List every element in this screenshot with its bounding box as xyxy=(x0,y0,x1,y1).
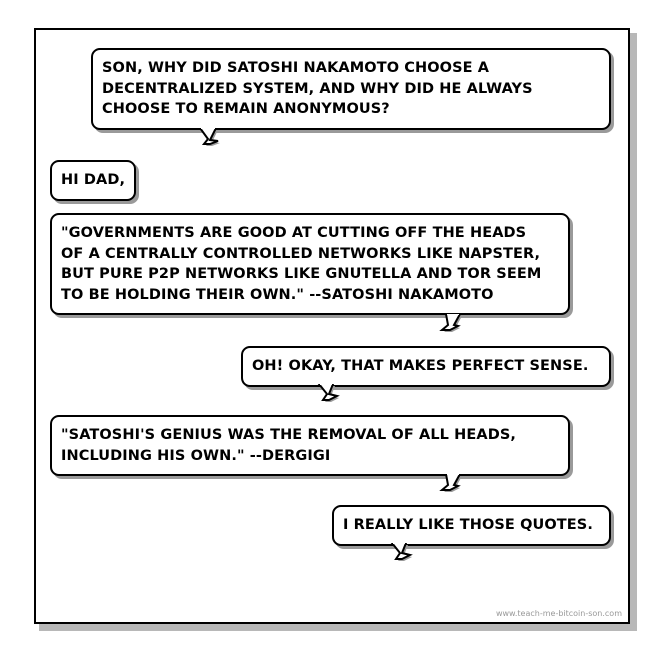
bubble-line: DECENTRALIZED SYSTEM, AND WHY DID HE ALWAYS xyxy=(102,80,533,97)
bubble-line: TO BE HOLDING THEIR OWN." --SATOSHI NAKAMOTO xyxy=(61,286,494,303)
speech-bubble-4 xyxy=(241,346,611,387)
speech-tail xyxy=(388,543,414,563)
comic-panel xyxy=(34,28,630,624)
speech-bubble-3 xyxy=(50,213,570,315)
speech-tail xyxy=(438,474,464,494)
speech-tail xyxy=(315,384,341,404)
watermark: www.teach-me-bitcoin-son.com xyxy=(495,609,622,618)
speech-bubble-5 xyxy=(50,415,570,476)
bubble-line: CHOOSE TO REMAIN ANONYMOUS? xyxy=(102,101,390,117)
speech-bubble-2 xyxy=(50,160,136,201)
bubble-line: OH! OKAY, THAT MAKES PERFECT SENSE. xyxy=(252,358,589,374)
bubble-line: I REALLY LIKE THOSE QUOTES. xyxy=(343,517,593,533)
bubble-line: INCLUDING HIS OWN." --DERGIGI xyxy=(61,447,331,464)
speech-tail xyxy=(438,314,464,334)
speech-bubble-6 xyxy=(332,505,611,546)
bubble-line: OF A CENTRALLY CONTROLLED NETWORKS LIKE NAPSTER, xyxy=(61,245,541,262)
speech-tail xyxy=(196,128,222,148)
bubble-line: SON, WHY DID SATOSHI NAKAMOTO CHOOSE A xyxy=(102,60,490,76)
bubble-line: BUT PURE P2P NETWORKS LIKE GNUTELLA AND TOR SEEM xyxy=(61,266,542,282)
speech-bubble-1 xyxy=(91,48,611,130)
bubble-line: "GOVERNMENTS ARE GOOD AT CUTTING OFF THE HEADS xyxy=(61,225,527,241)
bubble-line: HI DAD, xyxy=(61,172,126,188)
bubble-line: "SATOSHI'S GENIUS WAS THE REMOVAL OF ALL HEADS, xyxy=(61,427,517,443)
